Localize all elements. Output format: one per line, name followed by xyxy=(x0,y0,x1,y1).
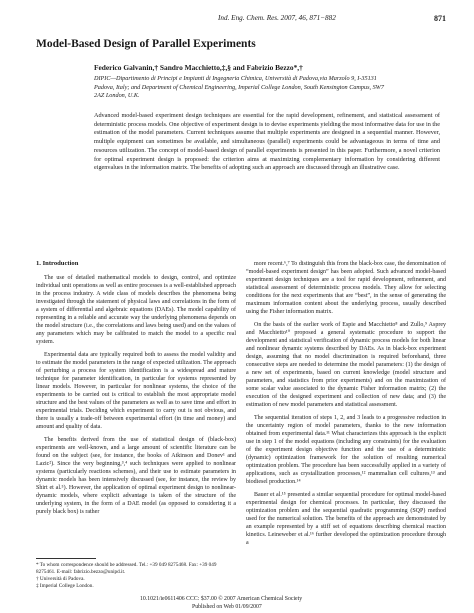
running-header xyxy=(0,14,474,26)
footnote-divider xyxy=(36,558,96,559)
affiliation: DIPIC—Dipartimento di Principi e Impianti di Ingegneria Chimica, Università di Padova,via Marzolo 9, I-35131 Padova, Italy; and Department of Chemical Engineering, Imperial College London, South Kensington Campus, SW7 2AZ London, U.K. xyxy=(94,75,384,99)
footnote-affiliation-1: † Università di Padova. xyxy=(36,576,85,582)
page-number: 871 xyxy=(434,14,446,23)
footnote-affiliation-2: ‡ Imperial College London. xyxy=(36,583,94,589)
journal-citation: Ind. Eng. Chem. Res. 2007, 46, 871−882 xyxy=(218,14,336,22)
left-column xyxy=(36,260,236,521)
footnotes xyxy=(36,562,236,590)
publication-date: Published on Web 01/09/2007 xyxy=(192,604,262,610)
paragraph: The benefits derived from the use of statistical design of (black-box) experiments are well-known, and a large amount of scientific literature can be found on the subject (see, for instance, the books of Atkinson and Donev¹ and Lazic²). Since the very beginning,³,⁴ such techniques were applied to nonlinear systems (particularly reactions schemes), and their use to estimate parameters in dynamic models has been intensively discussed (see, for instance, the review by Shirt et al.⁵). However, the application of optimal experiment design to nonlinear-dynamic models, where explicit advantage is taken of the structure of the underlying system, in the form of a DAE model (as opposed to considering it a purely black box) is rather xyxy=(36,437,236,515)
paragraph: Experimental data are typically required both to assess the model validity and to estimate the model parameters in the range of expected utilization. The approach of perturbing a process for system identification is a widespread and mature technique for parameter identification, in particular for systems represented by linear models. However, in particular for nonlinear systems, the choice of the experiments to be carried out is critical to establish the most appropriate model structure and the best values of the parameters as well as to save time and effort in experimental trials. Deciding which experiment to carry out is not obvious, and there is usually a trade-off between experimental effort (in time and money) and amount and quality of data. xyxy=(36,352,236,430)
paragraph: more recent.⁶,⁷ To distinguish this from the black-box case, the denomination of “model-based experiment design” has been adopted. Such advanced model-based experiment design techniques are a tool for rapid development, refinement, and statistical assessment of deterministic process models. They allow for selecting conditions for the next experiments that are “best”, in the sense of generating the maximum information content about the underlying process, usually described using the Fisher information matrix. xyxy=(246,261,446,315)
abstract: Advanced model-based experiment design techniques are essential for the rapid development, refinement, and statistical assessment of deterministic process models. One objective of experiment design is to devise experiments yielding the most informative data for use in the estimation of the model parameters. Current techniques assume that multiple experiments are designed in a sequential manner. However, multiple equipment can sometimes be available, and simultaneous (parallel) experiments could be advantageous in terms of time and resources utilization. The concept of model-based design of parallel experiments is presented in this paper. Furthermore, a novel criterion for optimal experiment design is proposed: the criterion aims at maximizing complementary information by considering different eigenvalues in the information matrix. The benefits of adopting such an approach are discussed through an illustrative case. xyxy=(94,112,440,172)
paper-title: Model-Based Design of Parallel Experiments xyxy=(36,38,256,50)
paragraph: On the basis of the earlier work of Espie and Macchietto⁸ and Zullo,⁹ Asprey and Macchietto¹⁰ proposed a general systematic procedure to support the development and statistical verification of dynamic process models for both linear and nonlinear dynamic systems described by DAEs. As in black-box experiment design, assuming that no model discrimination is required beforehand, three consecutive steps are needed to determine the model parameters: (1) the design of a new set of experiments, based on current knowledge (model structure and parameters, and statistics from prior experiments) and on the maximization of some scalar value associated to the dynamic Fisher information matrix; (2) the execution of the designed experiment and collection of new data; and (3) the estimation of new model parameters and statistical assessment. xyxy=(246,322,446,408)
paragraph: Bauer et al.¹⁵ presented a similar sequential procedure for optimal model-based experimental design for chemical processes. In particular, they discussed the optimization problem and the sequential quadratic programming (SQP) method used for the numerical solution. The benefits of the approach are demonstrated by an example represented by a stiff set of equations describing chemical reaction kinetics. Leineweber et al.¹⁶ further developed the optimization procedure through a xyxy=(246,492,446,546)
right-column xyxy=(246,260,446,552)
section-heading: 1. Introduction xyxy=(36,260,79,267)
author-list: Federico Galvanin,† Sandro Macchietto,‡,§ and Fabrizio Bezzo*,† xyxy=(94,63,303,72)
footnote-correspondence: * To whom correspondence should be addressed. Tel.: +39 049 8275468. Fax: +39 049 8275461. E-mail: fabrizio.bezzo@unipd.it. xyxy=(36,562,217,575)
paragraph: The sequential iteration of steps 1, 2, and 3 leads to a progressive reduction in the uncertainty region of model parameters, thanks to the new information obtained from experimental data.¹¹ What characterizes this approach is the explicit use in step 1 of the model equations (including any constraints) for the evaluation of the experiment design objective function and the use of a deterministic (dynamic) optimization framework for the solution of resulting numerical optimization problem. The procedure has been successfully applied in a variety of applications, such as crystallization processes,¹² mammalian cell cultures,¹³ and biodiesel production.¹⁴ xyxy=(246,415,446,485)
paragraph: The use of detailed mathematical models to design, control, and optimize individual unit operations as well as entire processes is a well-established approach in the process industry. A wide class of models describes the phenomena being investigated through the statement of physical laws and correlations in the form of a system of differential and algebraic equations (DAEs). The model capability of representing in a reliable and accurate way the underlying phenomena depends on the model structure (i.e., the correlations and laws being used) and on the values of any parameters which may be calibrated to match the model to a specific real system. xyxy=(36,275,236,345)
doi-line: 10.1021/ie0611406 CCC: $37.00 © 2007 American Chemical Society xyxy=(140,596,303,602)
